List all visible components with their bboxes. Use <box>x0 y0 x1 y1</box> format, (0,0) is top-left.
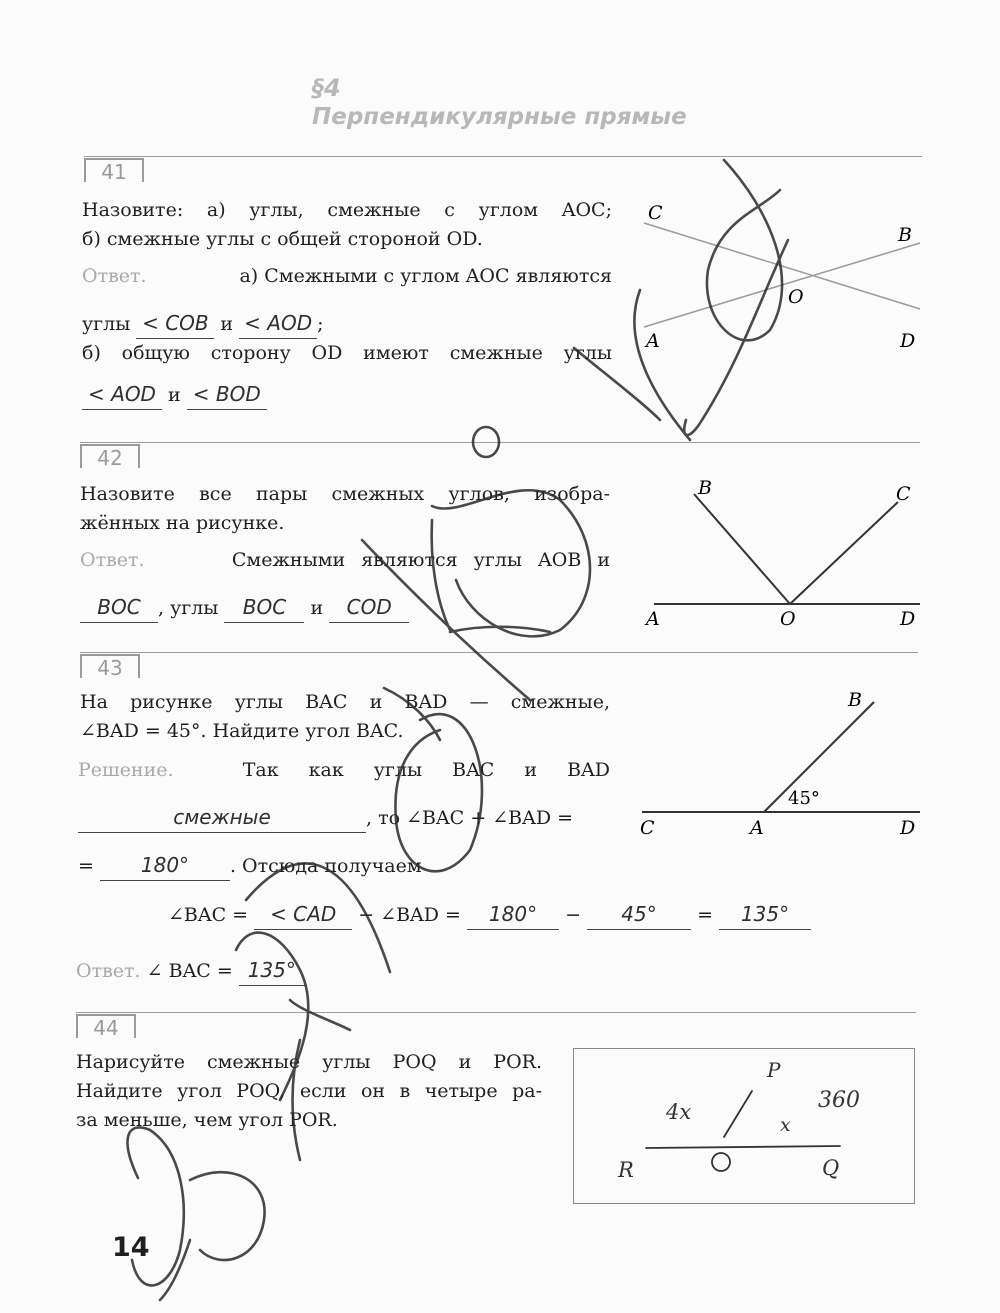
page-number: 14 <box>112 1232 150 1263</box>
task-43-equals: = <box>78 855 94 877</box>
section-number: §4 <box>312 74 341 102</box>
fig42-label-o: O <box>780 608 796 630</box>
task-41-answer-label: Ответ. <box>82 265 147 287</box>
fig43-angle-label: 45° <box>788 788 820 809</box>
task-43-blank-7[interactable]: 135° <box>239 956 305 986</box>
task-44-number: 44 <box>76 1014 136 1038</box>
task-43-q-line-2: ∠BAD = 45°. Найдите угол BAC. <box>80 720 404 742</box>
fig41-label-c: C <box>648 202 663 224</box>
fig43-label-c: C <box>640 817 655 839</box>
task-43-blank-5[interactable]: 45° <box>587 900 691 930</box>
task-43-number: 43 <box>80 654 140 678</box>
fig41-label-a: A <box>646 330 660 352</box>
task-43-solution-line-1: Так как углы BAC и BAD <box>242 759 610 781</box>
task-41-q-line-1: Назовите: а) углы, смежные с углом AOC; <box>82 199 612 221</box>
drawing-label-q: Q <box>822 1156 840 1180</box>
task-41-q-line-2: б) смежные углы с общей стороной OD. <box>82 228 483 250</box>
task-41-semicolon: ; <box>317 313 324 335</box>
fig42-label-c: C <box>896 483 911 505</box>
task-42-answer-line-1: Смежными являются углы AOB и <box>231 549 610 571</box>
task-41-and-2: и <box>168 384 181 406</box>
task-41-question <box>82 196 612 254</box>
drawing-label-x: x <box>780 1114 791 1136</box>
task-41-answer-prefix: углы <box>82 313 131 335</box>
fig43-label-d: D <box>900 817 916 839</box>
task-44-q-line-1: Нарисуйте смежные углы POQ и POR. <box>76 1051 542 1073</box>
fig43-label-b: B <box>848 689 862 711</box>
drawing-label-r: R <box>618 1158 634 1182</box>
task-42-comma-angles: , углы <box>158 597 219 619</box>
task-41-answer-line-3: б) общую сторону OD имеют смежные углы <box>82 342 612 364</box>
task-43-formula-eq: = <box>697 904 713 926</box>
task-44-q-line-3: за меньше, чем угол POR. <box>76 1109 338 1131</box>
drawing-label-360: 360 <box>818 1088 860 1113</box>
fig43-label-a: A <box>750 817 764 839</box>
fig42-label-d: D <box>900 608 916 630</box>
task-43-formula-minus: − ∠BAD = <box>358 904 461 926</box>
task-44-q-line-2: Найдите угол POQ, если он в четыре ра- <box>76 1080 542 1102</box>
fig41-label-b: B <box>898 224 912 246</box>
task-41-blank-4[interactable]: < BOD <box>187 380 267 410</box>
task-43-figure <box>630 680 930 840</box>
task-42-blank-2[interactable]: BOC <box>224 593 304 623</box>
task-41-blank-1[interactable]: < COB <box>136 309 214 339</box>
task-43-blank-3[interactable]: < CAD <box>254 900 352 930</box>
task-43-q-line-1: На рисунке углы BAC и BAD — смежные, <box>80 691 610 713</box>
task-42-blank-3[interactable]: COD <box>329 593 409 623</box>
drawing-label-o: O <box>710 1161 711 1162</box>
task-43-formula-lhs: ∠BAC = <box>168 904 249 926</box>
task-42-question <box>80 480 610 538</box>
task-43-rule <box>80 652 918 653</box>
task-44-rule <box>76 1012 916 1013</box>
task-42-answer <box>80 546 610 623</box>
task-42-q-line-2: жённых на рисунке. <box>80 512 285 534</box>
task-41-figure <box>630 195 930 360</box>
task-42-figure <box>630 470 930 635</box>
task-43-solution-line-2: , то ∠BAC + ∠BAD = <box>366 807 574 829</box>
task-43-solution-line-3: . Отсюда получаем <box>229 855 422 877</box>
task-42-number: 42 <box>80 444 140 468</box>
task-43-formula-minus-2: − <box>565 904 581 926</box>
task-41-number: 41 <box>84 158 144 182</box>
task-43-blank-2[interactable]: 180° <box>100 851 230 881</box>
fig41-label-o: O <box>788 286 804 308</box>
task-41-blank-2[interactable]: < AOD <box>239 309 317 339</box>
task-42-and: и <box>310 597 324 619</box>
task-41-rule <box>84 156 922 157</box>
task-41-answer-line-1: а) Смежными с углом AOC являются <box>239 265 612 287</box>
fig42-label-a: A <box>646 608 660 630</box>
task-43-formula <box>168 900 838 930</box>
task-43-blank-4[interactable]: 180° <box>467 900 559 930</box>
task-44-question <box>76 1048 542 1135</box>
task-43-answer-label: Ответ. <box>76 960 141 982</box>
task-43-question <box>80 688 610 746</box>
drawing-label-p: P <box>767 1058 781 1082</box>
task-43-blank-1[interactable]: смежные <box>78 803 366 833</box>
fig42-label-b: B <box>698 477 712 499</box>
task-43-blank-6[interactable]: 135° <box>719 900 811 930</box>
section-title: Перпендикулярные прямые <box>312 104 687 130</box>
drawing-label-4x: 4x <box>666 1100 692 1124</box>
task-44-drawing-box[interactable] <box>573 1048 915 1204</box>
task-43-solution <box>78 756 610 881</box>
task-42-rule <box>80 442 920 443</box>
task-43-answer-text: ∠ BAC = <box>146 960 233 982</box>
task-41-blank-3[interactable]: < AOD <box>82 380 162 410</box>
task-42-q-line-1: Назовите все пары смежных углов, изобра- <box>80 483 610 505</box>
task-41-and: и <box>220 313 234 335</box>
task-41-answer <box>82 262 612 410</box>
task-42-answer-label: Ответ. <box>80 549 145 571</box>
task-42-blank-1[interactable]: BOC <box>80 593 158 623</box>
task-44-drawing <box>574 1049 914 1203</box>
task-43-solution-label: Решение. <box>78 759 174 781</box>
task-43-answer <box>76 956 476 986</box>
fig41-label-d: D <box>900 330 916 352</box>
